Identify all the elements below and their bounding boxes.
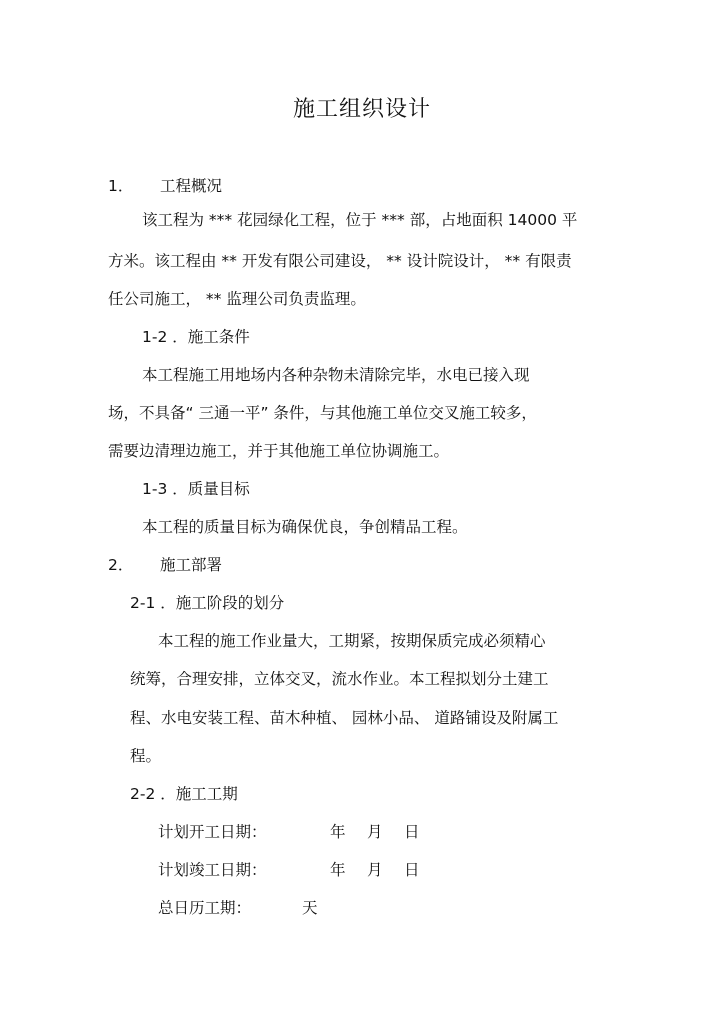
subsection-2-1-line-1: 本工程的施工作业量大，工期紧，按期保质完成必须精心 bbox=[158, 632, 546, 650]
section-1-para-line-2: 方米。该工程由 ** 开发有限公司建设， ** 设计院设计， ** 有限责 bbox=[108, 252, 572, 270]
subsection-2-2-heading: 2-2 ．施工工期 bbox=[130, 785, 238, 803]
total-duration-label: 总日历工期： bbox=[158, 899, 252, 917]
subsection-1-3-line: 本工程的质量目标为确保优良，争创精品工程。 bbox=[142, 518, 468, 536]
section-2-heading bbox=[108, 555, 222, 575]
end-day-unit: 日 bbox=[404, 861, 420, 879]
planned-end-label: 计划竣工日期： bbox=[158, 861, 267, 879]
section-2-number: 2． bbox=[108, 556, 134, 574]
planned-start-label: 计划开工日期： bbox=[158, 823, 267, 841]
subsection-2-1-line-4: 程。 bbox=[130, 747, 162, 765]
section-2-title: 施工部署 bbox=[160, 556, 223, 574]
subsection-2-1-line-2: 统筹，合理安排，立体交叉，流水作业。本工程拟划分土建工 bbox=[130, 670, 549, 688]
subsection-1-2-line-2: 场，不具备“ 三通一平” 条件，与其他施工单位交叉施工较多， bbox=[108, 404, 537, 422]
section-1-title: 工程概况 bbox=[160, 177, 223, 195]
subsection-1-2-line-1: 本工程施工用地场内各种杂物未清除完毕，水电已接入现 bbox=[142, 366, 530, 384]
subsection-1-3-heading: 1-3 ．质量目标 bbox=[142, 480, 250, 498]
section-1-para-line-3: 任公司施工， ** 监理公司负责监理。 bbox=[108, 290, 366, 308]
subsection-1-2-line-3: 需要边清理边施工，并于其他施工单位协调施工。 bbox=[108, 442, 450, 460]
end-year-unit: 年 bbox=[330, 861, 346, 879]
section-1-number: 1． bbox=[108, 177, 134, 195]
document-title: 施工组织设计 bbox=[292, 97, 431, 122]
section-1-heading bbox=[108, 176, 222, 196]
subsection-2-1-heading: 2-1 ．施工阶段的划分 bbox=[130, 594, 285, 612]
section-1-para-line-1: 该工程为 *** 花园绿化工程，位于 *** 部，占地面积 14000 平 bbox=[142, 211, 578, 229]
subsection-2-1-line-3: 程、水电安装工程、苗木种植、 园林小品、 道路铺设及附属工 bbox=[130, 709, 559, 727]
start-year-unit: 年 bbox=[330, 823, 346, 841]
end-month-unit: 月 bbox=[367, 861, 383, 879]
start-month-unit: 月 bbox=[367, 823, 383, 841]
total-days-unit: 天 bbox=[302, 899, 318, 917]
start-day-unit: 日 bbox=[404, 823, 420, 841]
subsection-1-2-heading: 1-2 ．施工条件 bbox=[142, 328, 250, 346]
